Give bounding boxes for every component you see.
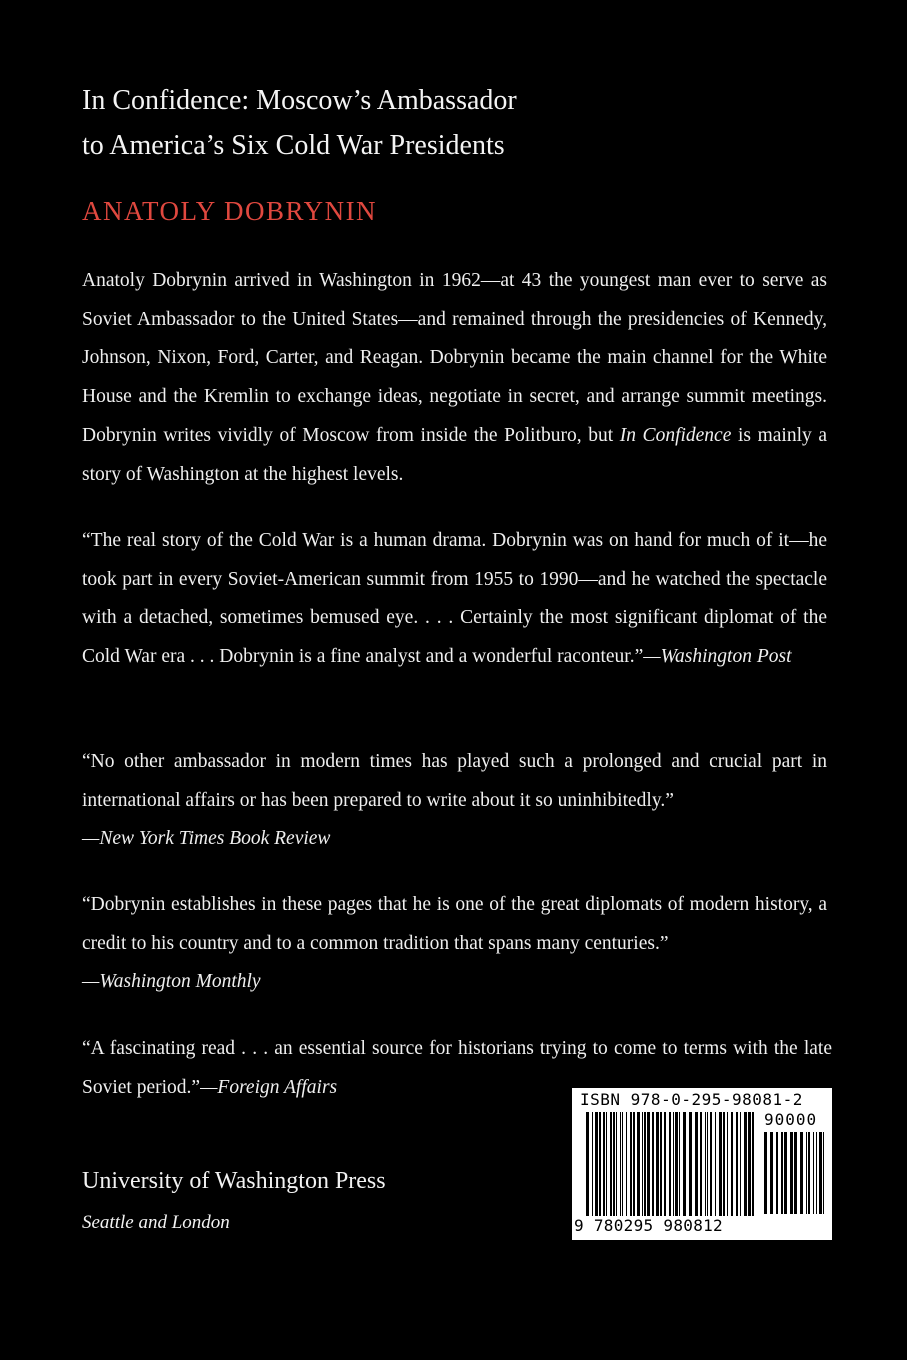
publisher-place: Seattle and London: [82, 1212, 230, 1233]
addon-barcode-bars: [764, 1132, 824, 1214]
description-text-2: is mainly a story of Washington at the highest levels.: [82, 424, 827, 485]
review-quote: [82, 743, 827, 859]
isbn-label: ISBN 978-0-295-98081-2: [580, 1090, 803, 1109]
publisher-name: University of Washington Press: [82, 1168, 386, 1194]
description-text-1: Anatoly Dobrynin arrived in Washington in 1962—at 43 the youngest man ever to serve as Soviet Ambassador to the United States—and remained through the presidencies of Kennedy, Johnson, Nixon, Ford, Carter, and Reagan. Dobrynin became the main channel for the White House and the Kremlin to exchange ideas, negotiate in secret, and arrange summit meetings. Dobrynin writes vividly of Moscow from inside the Politburo, but: [82, 270, 827, 446]
isbn-barcode: [572, 1088, 832, 1240]
review-source: —Foreign Affairs: [200, 1076, 338, 1098]
description-book-title: In Confidence: [619, 424, 732, 446]
price-addon-label: 90000: [764, 1110, 818, 1129]
book-title-line-2: to America’s Six Cold War Presidents: [82, 130, 505, 161]
book-title-line-1: In Confidence: Moscow’s Ambassador: [82, 85, 517, 116]
barcode-bars: [586, 1112, 756, 1216]
ean-number: 9 780295 980812: [574, 1216, 723, 1235]
review-text: “The real story of the Cold War is a human drama. Dobrynin was on hand for much of it—he took part in every Soviet-American summit from 1955 to 1990—and he watched the spectacle with a detached, sometimes bemused eye. . . . Certainly the most significant diplomat of the Cold War era . . . Dobrynin is a fine analyst and a wonderful raconteur.”: [82, 530, 827, 668]
author-name: ANATOLY DOBRYNIN: [82, 196, 378, 226]
review-quote: [82, 886, 827, 1002]
review-source: —Washington Post: [643, 646, 792, 668]
review-text: “A fascinating read . . . an essential source for historians trying to come to terms with the late Soviet period.”: [82, 1038, 832, 1098]
book-title: [82, 78, 842, 168]
review-quote: [82, 522, 827, 677]
review-source: —New York Times Book Review: [82, 828, 331, 850]
review-text: “No other ambassador in modern times has played such a prolonged and crucial part in international affairs or has been prepared to write about it so uninhibitedly.”: [82, 751, 827, 811]
description-paragraph: [82, 262, 827, 494]
review-text: “Dobrynin establishes in these pages that he is one of the great diplomats of modern history, a credit to his country and to a common tradition that spans many centuries.”: [82, 894, 827, 954]
review-source: —Washington Monthly: [82, 971, 261, 993]
